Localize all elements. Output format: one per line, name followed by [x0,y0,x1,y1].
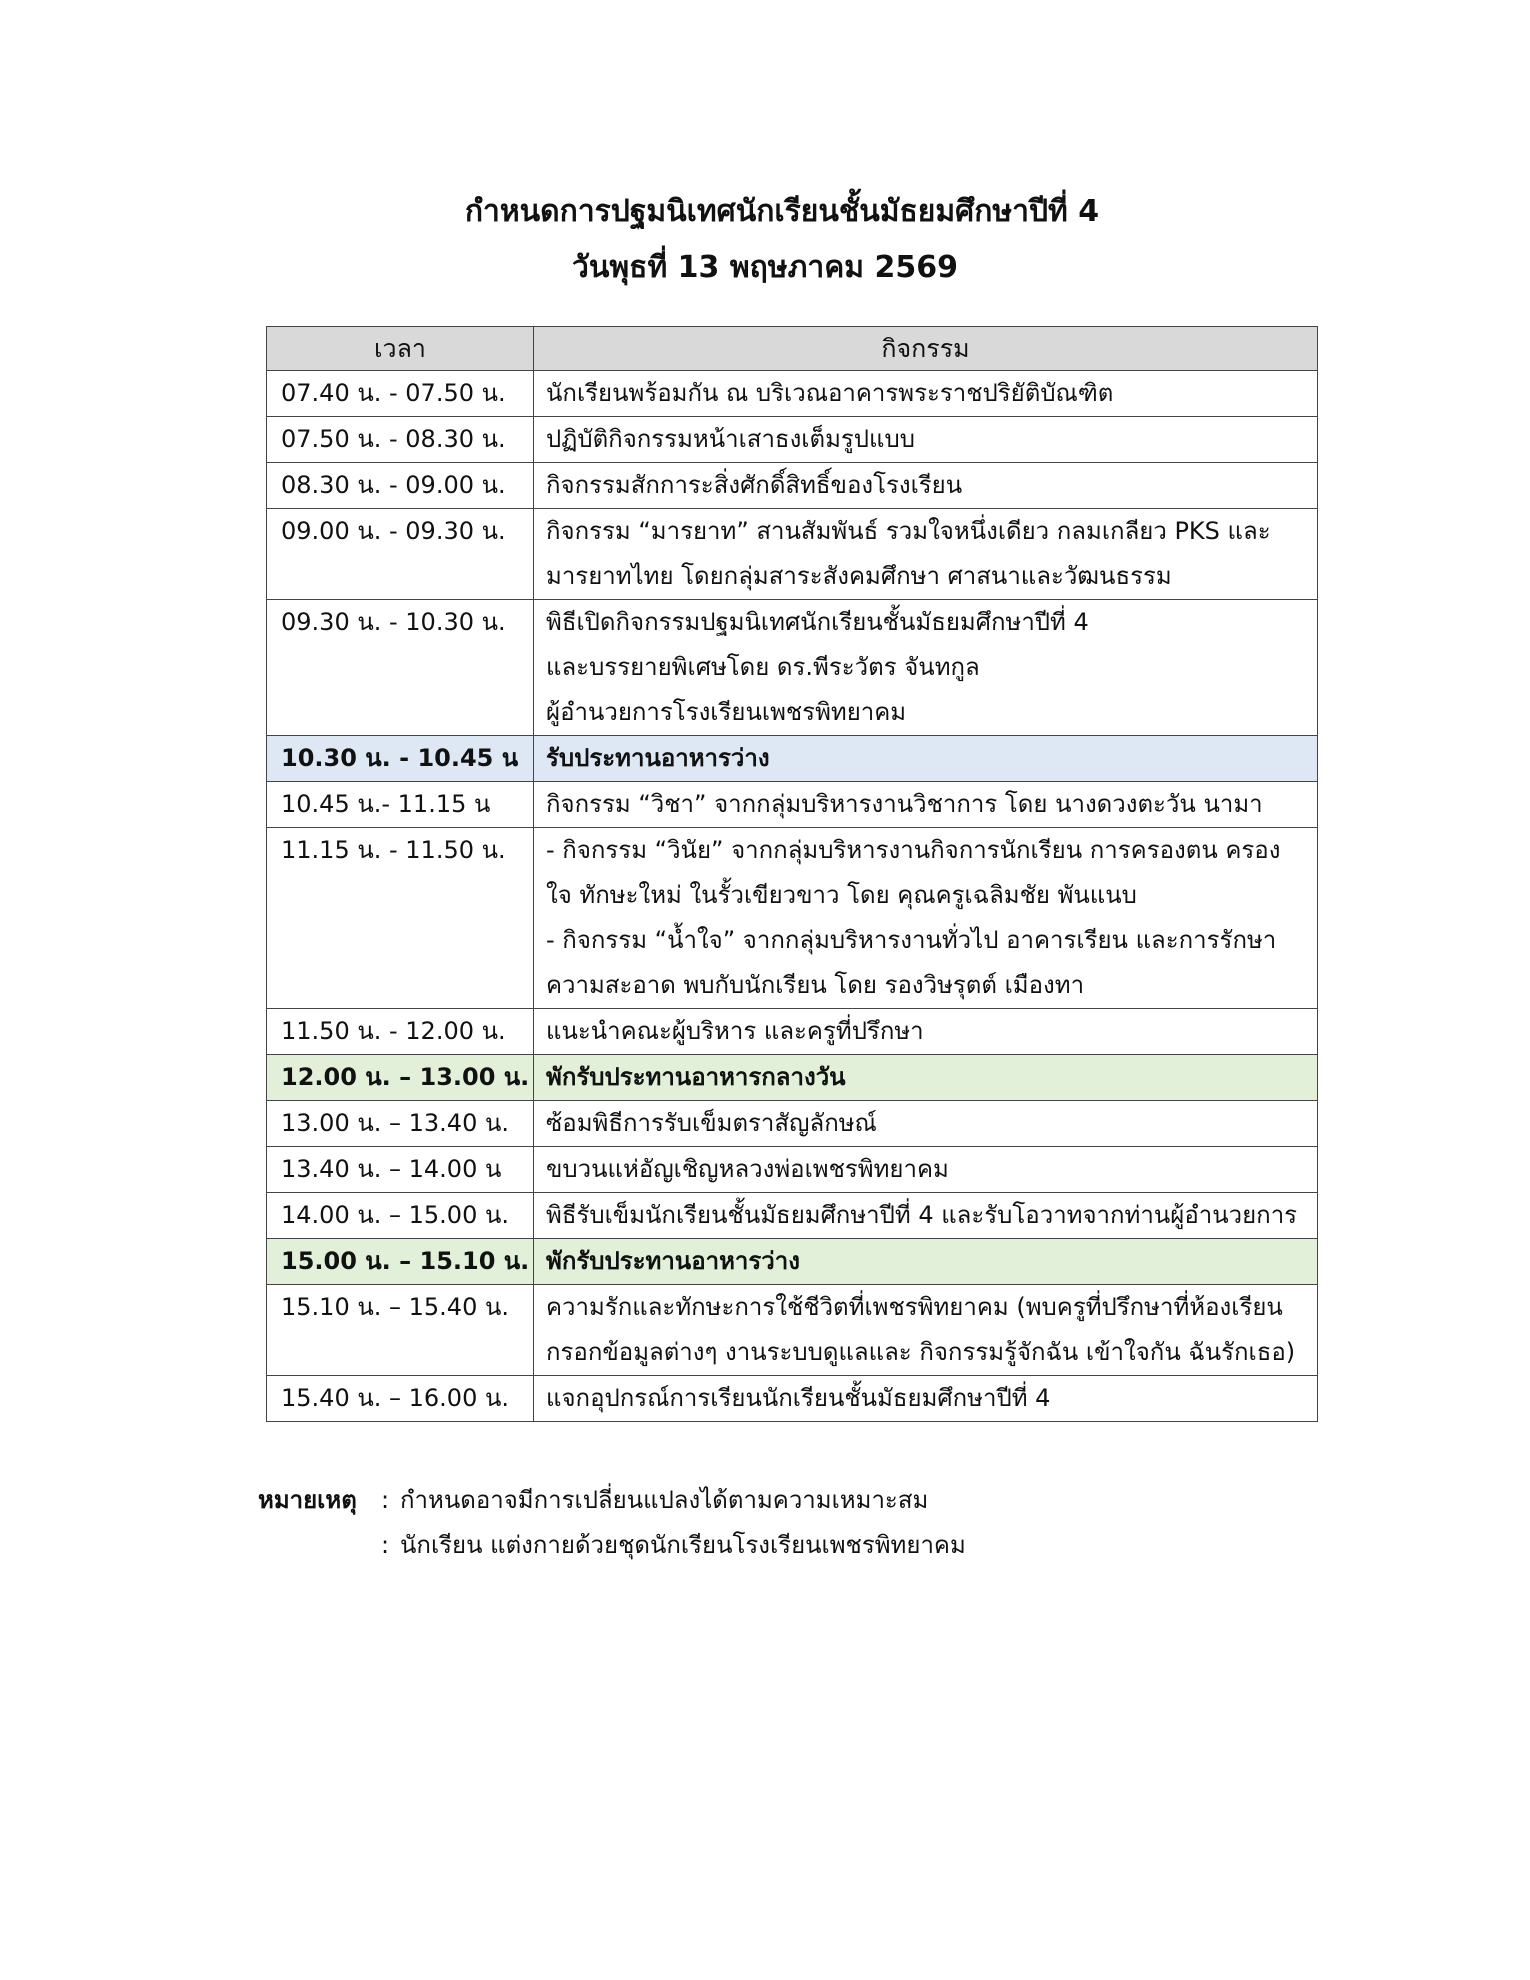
activity-cell [534,736,1318,782]
table-row [267,1009,1318,1055]
time-cell: 13.40 น. – 14.00 น [267,1147,534,1193]
activity-cell [534,828,1318,1009]
activity-cell [534,371,1318,417]
time-cell: 15.40 น. – 16.00 น. [267,1376,534,1422]
activity-line: กิจกรรมสักการะสิ่งศักดิ์สิทธิ์ของโรงเรียน [546,471,963,499]
table-row [267,1285,1318,1376]
note-item: นักเรียน แต่งกายด้วยชุดนักเรียนโรงเรียนเพชรพิทยาคม [400,1531,966,1559]
activity-line: ผู้อำนวยการโรงเรียนเพชรพิทยาคม [546,698,907,726]
activity-cell [534,463,1318,509]
table-row [267,1239,1318,1285]
time-cell: 11.50 น. - 12.00 น. [267,1009,534,1055]
activity-line: พิธีรับเข็มนักเรียนชั้นมัธยมศึกษาปีที่ 4 และรับโอวาทจากท่านผู้อำนวยการ [546,1201,1298,1229]
time-cell: 10.30 น. - 10.45 น [267,736,534,782]
time-cell: 07.40 น. - 07.50 น. [267,371,534,417]
note-item: กำหนดอาจมีการเปลี่ยนแปลงได้ตามความเหมาะสม [400,1486,929,1514]
table-row [267,782,1318,828]
activity-cell [534,1239,1318,1285]
activity-line: ใจ ทักษะใหม่ ในรั้วเขียวขาว โดย คุณครูเฉลิมชัย พันแนบ [546,881,1137,909]
notes-colon: : [380,1486,390,1514]
time-cell: 09.00 น. - 09.30 น. [267,509,534,600]
activity-line: กิจกรรม “มารยาท” สานสัมพันธ์ รวมใจหนึ่งเดียว กลมเกลียว PKS และ [546,517,1271,545]
table-row [267,600,1318,736]
activity-line: แนะนำคณะผู้บริหาร และครูที่ปรึกษา [546,1017,924,1045]
table-row [267,828,1318,1009]
activity-line: - กิจกรรม “น้ำใจ” จากกลุ่มบริหารงานทั่วไป อาคารเรียน และการรักษา [546,926,1277,954]
table-row [267,1193,1318,1239]
table-header-row [267,327,1318,371]
column-header-activity: กิจกรรม [534,327,1318,371]
notes-label: หมายเหตุ [258,1486,357,1514]
note-row [258,1478,966,1523]
table-row [267,736,1318,782]
table-row [267,417,1318,463]
activity-line: มารยาทไทย โดยกลุ่มสาระสังคมศึกษา ศาสนาและวัฒนธรรม [546,562,1172,590]
activity-cell [534,1101,1318,1147]
activity-cell [534,1285,1318,1376]
table-row [267,1376,1318,1422]
time-cell: 09.30 น. - 10.30 น. [267,600,534,736]
schedule-body [267,371,1318,1422]
activity-cell [534,1009,1318,1055]
notes-label-spacer [258,1523,370,1568]
activity-line: นักเรียนพร้อมกัน ณ บริเวณอาคารพระราชปริยัติบัณฑิต [546,379,1114,407]
activity-line: กรอกข้อมูลต่างๆ งานระบบดูแลและ กิจกรรมรู้จักฉัน เข้าใจกัน ฉันรักเธอ) [546,1338,1296,1366]
activity-cell [534,1055,1318,1101]
activity-line: พักรับประทานอาหารกลางวัน [546,1063,846,1091]
notes-section [258,1478,966,1568]
activity-line: ปฏิบัติกิจกรรมหน้าเสาธงเต็มรูปแบบ [546,425,915,453]
column-header-time: เวลา [267,327,534,371]
activity-line: พักรับประทานอาหารว่าง [546,1247,800,1275]
time-cell: 14.00 น. – 15.00 น. [267,1193,534,1239]
activity-cell [534,1193,1318,1239]
table-row [267,1147,1318,1193]
activity-cell [534,509,1318,600]
notes-colon: : [380,1531,390,1559]
time-cell: 13.00 น. – 13.40 น. [267,1101,534,1147]
time-cell: 11.15 น. - 11.50 น. [267,828,534,1009]
table-row [267,1101,1318,1147]
table-row [267,371,1318,417]
time-cell: 12.00 น. – 13.00 น. [267,1055,534,1101]
activity-line: และบรรยายพิเศษโดย ดร.พีระวัตร จันทกูล [546,653,980,681]
time-cell: 15.00 น. – 15.10 น. [267,1239,534,1285]
activity-line: กิจกรรม “วิชา” จากกลุ่มบริหารงานวิชาการ โดย นางดวงตะวัน นามา [546,790,1263,818]
table-row [267,463,1318,509]
time-cell: 08.30 น. - 09.00 น. [267,463,534,509]
activity-cell [534,1147,1318,1193]
activity-line: ขบวนแห่อัญเชิญหลวงพ่อเพชรพิทยาคม [546,1155,949,1183]
activity-cell [534,600,1318,736]
document-title: กำหนดการปฐมนิเทศนักเรียนชั้นมัธยมศึกษาปีที่ 4 [464,194,1100,229]
time-cell: 15.10 น. – 15.40 น. [267,1285,534,1376]
activity-cell [534,417,1318,463]
schedule-table [266,326,1318,1422]
activity-cell [534,782,1318,828]
activity-line: พิธีเปิดกิจกรรมปฐมนิเทศนักเรียนชั้นมัธยมศึกษาปีที่ 4 [546,608,1089,636]
activity-line: รับประทานอาหารว่าง [546,744,770,772]
note-row [258,1523,966,1568]
table-row [267,509,1318,600]
activity-line: - กิจกรรม “วินัย” จากกลุ่มบริหารงานกิจการนักเรียน การครองตน ครอง [546,836,1281,864]
time-cell: 10.45 น.- 11.15 น [267,782,534,828]
document-date: วันพุธที่ 13 พฤษภาคม 2569 [572,250,958,285]
activity-line: ซ้อมพิธีการรับเข็มตราสัญลักษณ์ [546,1109,877,1137]
time-cell: 07.50 น. - 08.30 น. [267,417,534,463]
activity-cell [534,1376,1318,1422]
activity-line: แจกอุปกรณ์การเรียนนักเรียนชั้นมัธยมศึกษาปีที่ 4 [546,1384,1051,1412]
activity-line: ความรักและทักษะการใช้ชีวิตที่เพชรพิทยาคม (พบครูที่ปรึกษาที่ห้องเรียน [546,1293,1283,1321]
table-row [267,1055,1318,1101]
activity-line: ความสะอาด พบกับนักเรียน โดย รองวิษรุตต์ เมืองทา [546,971,1085,999]
